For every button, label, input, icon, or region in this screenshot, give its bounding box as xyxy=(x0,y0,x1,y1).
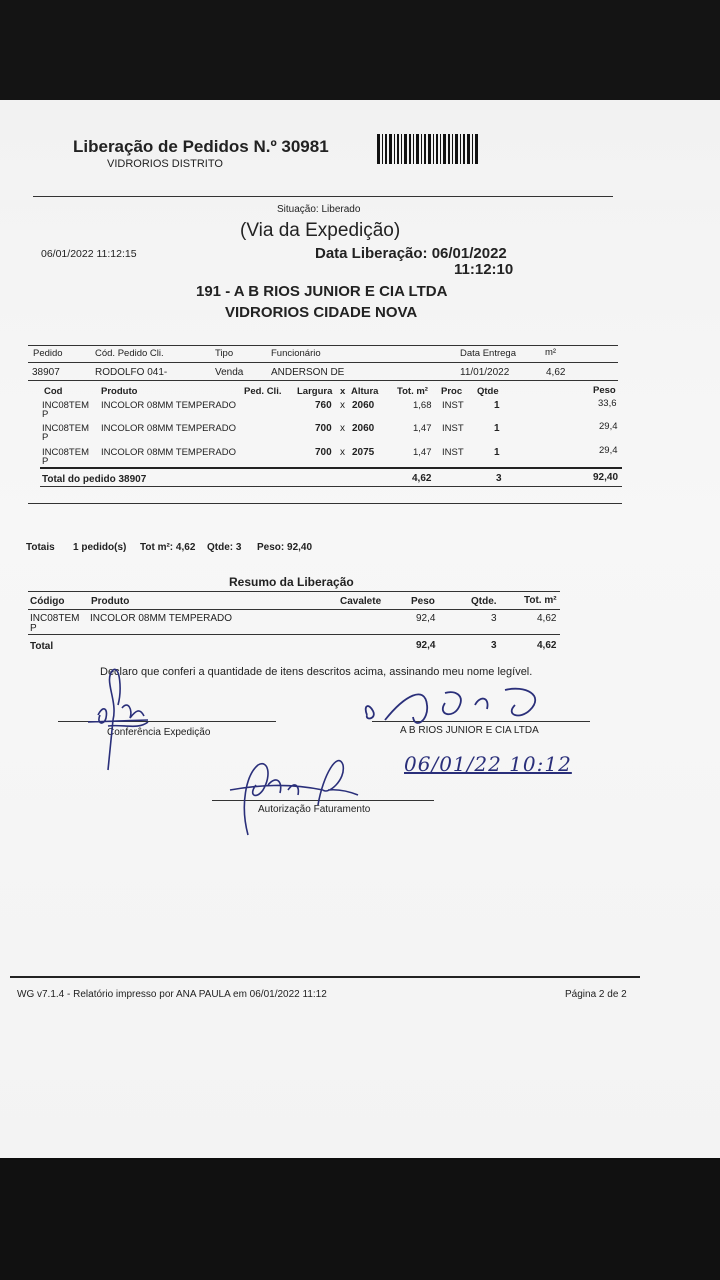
summary-total-rule xyxy=(28,634,560,635)
document-page xyxy=(0,100,720,1158)
barcode-image xyxy=(377,134,479,164)
signature-caption-right: A B RIOS JUNIOR E CIA LTDA xyxy=(400,725,539,736)
item-cod: INC08TEM xyxy=(42,423,89,434)
col-m2: m² xyxy=(545,347,557,358)
summary-col-tot-m2: Tot. m² xyxy=(524,595,557,606)
document-title: Liberação de Pedidos N.º 30981 xyxy=(73,137,329,156)
item-x: x xyxy=(340,400,345,411)
item-qtde: 1 xyxy=(494,400,500,411)
summary-total-qtde: 3 xyxy=(491,640,497,651)
items-col-ped-cli: Ped. Cli. xyxy=(244,386,282,397)
items-col-produto: Produto xyxy=(101,386,138,397)
item-x: x xyxy=(340,447,345,458)
summary-total-tot: 4,62 xyxy=(537,640,557,651)
item-peso: 29,4 xyxy=(599,445,618,456)
item-qtde: 1 xyxy=(494,447,500,458)
item-tot-m2: 1,68 xyxy=(413,400,432,411)
release-date: Data Liberação: 06/01/2022 xyxy=(315,245,507,262)
summary-total-peso: 92,4 xyxy=(416,640,436,651)
col-funcionario: Funcionário xyxy=(271,348,321,359)
summary-tot: 4,62 xyxy=(537,613,557,624)
item-cod: INC08TEM xyxy=(42,400,89,411)
order-number: 38907 xyxy=(32,367,60,378)
summary-codigo: INC08TEM xyxy=(30,613,80,624)
item-cod-suffix: P xyxy=(42,456,49,467)
items-col-x: x xyxy=(340,386,346,397)
summary-peso: 92,4 xyxy=(416,613,436,624)
item-proc: INST xyxy=(442,400,464,411)
totals-qtde: Qtde: 3 xyxy=(207,542,242,553)
items-col-cod: Cod xyxy=(44,386,63,397)
client-name: 191 - A B RIOS JUNIOR E CIA LTDA xyxy=(196,283,448,300)
signature-bottom-image xyxy=(228,745,371,840)
company-name: VIDRORIOS DISTRITO xyxy=(107,158,223,170)
item-largura: 700 xyxy=(315,423,332,434)
item-altura: 2060 xyxy=(352,423,375,434)
items-col-tot-m2: Tot. m² xyxy=(397,386,428,397)
release-time: 11:12:10 xyxy=(454,261,514,278)
section-divider xyxy=(28,503,622,504)
item-produto: INCOLOR 08MM TEMPERADO xyxy=(101,400,236,411)
client-branch: VIDRORIOS CIDADE NOVA xyxy=(225,304,418,321)
summary-codigo-suffix: P xyxy=(30,623,37,634)
item-tot-m2: 1,47 xyxy=(413,423,432,434)
summary-qtde: 3 xyxy=(491,613,497,624)
item-proc: INST xyxy=(442,423,464,434)
item-altura: 2075 xyxy=(352,447,375,458)
totals-label: Totais xyxy=(26,542,55,553)
items-col-qtde: Qtde xyxy=(477,386,499,397)
summary-top-rule xyxy=(28,591,560,592)
order-client-code: RODOLFO 041- xyxy=(95,367,168,378)
background-bottom xyxy=(0,1160,720,1280)
print-datetime: 06/01/2022 11:12:15 xyxy=(41,248,137,260)
item-peso: 33,6 xyxy=(598,398,617,409)
col-pedido: Pedido xyxy=(33,348,63,359)
item-tot-m2: 1,47 xyxy=(413,447,432,458)
item-cod-suffix: P xyxy=(42,432,49,443)
totals-pedidos: 1 pedido(s) xyxy=(73,542,127,553)
item-largura: 760 xyxy=(315,400,332,411)
signature-caption-bottom: Autorização Faturamento xyxy=(258,804,371,815)
item-cod: INC08TEM xyxy=(42,447,89,458)
item-x: x xyxy=(340,423,345,434)
items-col-peso: Peso xyxy=(593,385,616,396)
order-header-bottom-rule xyxy=(28,380,618,381)
order-employee: ANDERSON DE xyxy=(271,367,345,378)
summary-title: Resumo da Liberação xyxy=(229,575,354,589)
item-qtde: 1 xyxy=(494,423,500,434)
item-proc: INST xyxy=(442,447,464,458)
signature-right-image xyxy=(355,675,555,735)
declaration-text: Declaro que conferi a quantidade de itens descritos acima, assinando meu nome legível. xyxy=(100,666,533,678)
summary-total-label: Total xyxy=(30,641,54,652)
order-total-label: Total do pedido 38907 xyxy=(42,474,147,485)
item-produto: INCOLOR 08MM TEMPERADO xyxy=(101,447,236,458)
order-m2: 4,62 xyxy=(546,367,566,378)
footer-page-number: Página 2 de 2 xyxy=(565,989,627,1000)
footer-rule xyxy=(10,976,640,978)
item-largura: 700 xyxy=(315,447,332,458)
items-col-largura: Largura xyxy=(297,386,333,397)
order-total-peso: 92,40 xyxy=(593,472,619,483)
copy-label: (Via da Expedição) xyxy=(240,220,401,241)
summary-col-peso: Peso xyxy=(411,596,435,607)
items-total-bottom-rule xyxy=(40,486,622,487)
item-cod-suffix: P xyxy=(42,409,49,420)
footer-left-text: WG v7.1.4 - Relatório impresso por ANA PAULA em 06/01/2022 11:12 xyxy=(17,989,327,1000)
items-col-proc: Proc xyxy=(441,386,463,397)
order-total-m2: 4,62 xyxy=(412,473,432,484)
item-altura: 2060 xyxy=(352,400,375,411)
order-total-qtde: 3 xyxy=(496,473,502,484)
col-data-entrega: Data Entrega xyxy=(460,348,516,359)
summary-header-rule xyxy=(28,609,560,610)
totals-peso: Peso: 92,40 xyxy=(257,542,313,553)
situation-label: Situação: Liberado xyxy=(277,204,361,215)
summary-col-qtde: Qtde. xyxy=(471,596,497,607)
items-col-altura: Altura xyxy=(351,386,379,397)
summary-produto: INCOLOR 08MM TEMPERADO xyxy=(90,613,233,624)
summary-col-cavalete: Cavalete xyxy=(340,596,382,607)
col-cod-pedido-cli: Cód. Pedido Cli. xyxy=(95,348,164,359)
background-top xyxy=(0,0,720,100)
totals-m2: Tot m²: 4,62 xyxy=(140,542,196,553)
order-header-top-rule xyxy=(28,345,618,346)
items-total-rule xyxy=(40,467,622,469)
handwritten-date: 06/01/22 10:12 xyxy=(404,752,572,776)
header-divider xyxy=(33,196,613,197)
summary-col-codigo: Código xyxy=(30,596,65,607)
summary-col-produto: Produto xyxy=(91,596,130,607)
signature-caption-left: Conferência Expedição xyxy=(107,727,211,738)
order-delivery-date: 11/01/2022 xyxy=(460,367,510,378)
signature-left-image xyxy=(78,660,168,775)
col-tipo: Tipo xyxy=(215,348,234,359)
order-header-mid-rule xyxy=(28,362,618,363)
order-type: Venda xyxy=(215,367,244,378)
item-produto: INCOLOR 08MM TEMPERADO xyxy=(101,423,236,434)
item-peso: 29,4 xyxy=(599,421,618,432)
